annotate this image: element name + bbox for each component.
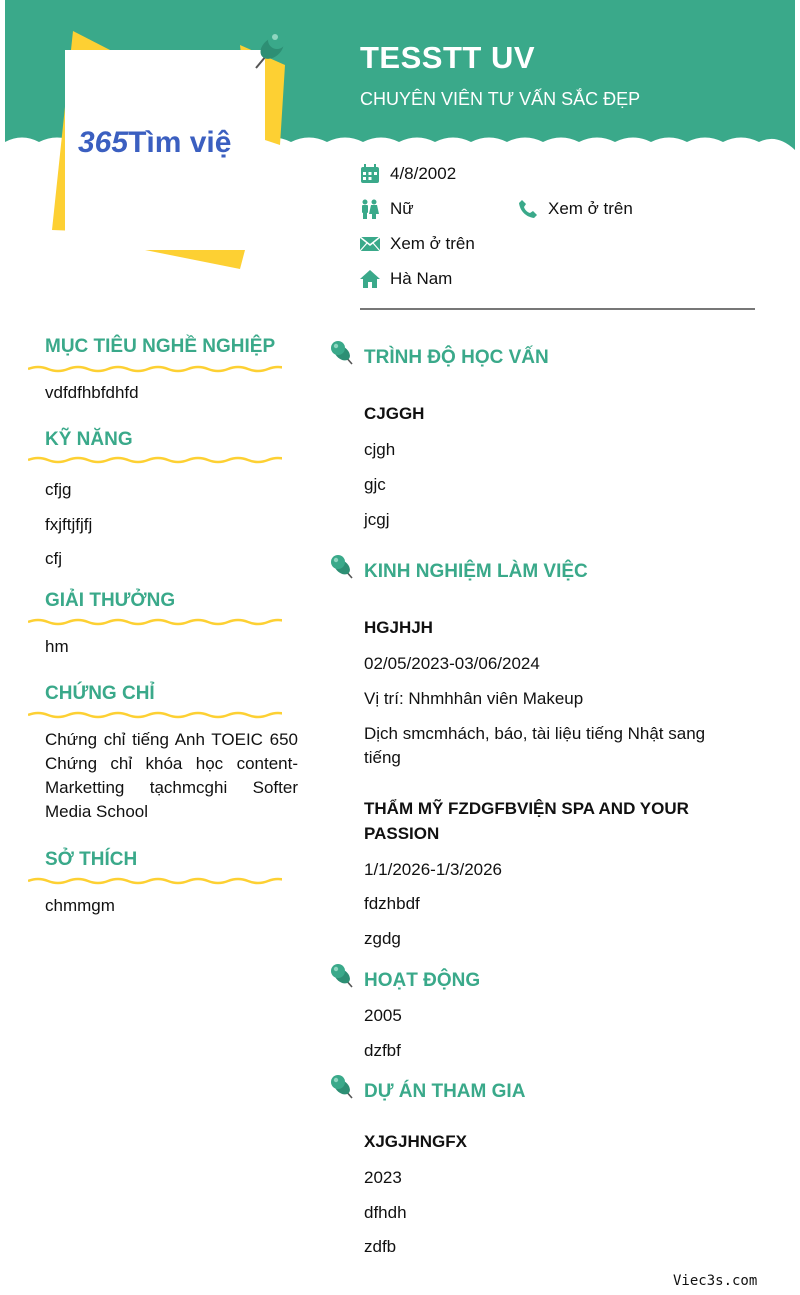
birthday-row: [360, 164, 456, 184]
objective-text: vdfdfhbfdhfd: [45, 383, 139, 402]
job-position: Vị trí: Nhmhhân viên Makeup: [364, 689, 584, 708]
footer-site: Viec3s.com: [673, 1273, 758, 1289]
pushpin-icon: [328, 552, 356, 580]
certificates-title: CHỨNG CHỈ: [45, 683, 155, 704]
pushpin-icon: [328, 338, 356, 366]
pushpin-icon: [328, 1072, 356, 1100]
people-icon: [360, 199, 380, 219]
skill-item: cfjg: [45, 480, 72, 499]
company-logo: [78, 126, 253, 160]
address-row: [360, 269, 452, 289]
logo-text: Tìm việ: [128, 126, 232, 159]
wave-divider: [28, 455, 282, 465]
skill-item: fxjftjfjfj: [45, 515, 93, 534]
education-line: cjgh: [364, 440, 396, 459]
wave-divider: [28, 617, 282, 627]
email-row: [360, 234, 475, 254]
awards-text: hm: [45, 637, 69, 656]
job-period: 02/05/2023-03/06/2024: [364, 654, 540, 673]
job-description: Dịch smcmhách, báo, tài liệu tiếng Nhật sang tiếng: [364, 724, 706, 767]
education-line: jcgj: [364, 510, 390, 529]
logo-number: 365: [78, 126, 129, 159]
education-title: TRÌNH ĐỘ HỌC VẤN: [364, 347, 549, 368]
project-line: dfhdh: [364, 1203, 407, 1222]
education-line: gjc: [364, 475, 386, 494]
phone-value: Xem ở trên: [548, 199, 633, 218]
activity-line: dzfbf: [364, 1041, 401, 1060]
job-position: fdzhbdf: [364, 894, 420, 913]
envelope-icon: [360, 234, 380, 254]
activities-title: HOẠT ĐỘNG: [364, 970, 481, 991]
certificates-text: Chứng chỉ tiếng Anh TOEIC 650 Chứng chỉ khóa học content-Marketting tạchmcghi Softer Media School: [45, 730, 298, 821]
job-description: zgdg: [364, 929, 401, 948]
phone-icon: [518, 199, 538, 219]
project-line: zdfb: [364, 1237, 397, 1256]
contact-divider: [360, 308, 755, 310]
activity-line: 2005: [364, 1006, 402, 1025]
wave-divider: [28, 876, 282, 886]
job-period: 1/1/2026-1/3/2026: [364, 860, 503, 879]
email-value: Xem ở trên: [390, 234, 475, 253]
awards-title: GIẢI THƯỞNG: [45, 590, 176, 611]
pushpin-icon: [328, 961, 356, 989]
pushpin-icon: [248, 26, 290, 74]
gender-value: Nữ: [390, 199, 414, 218]
company-name: THẨM MỸ FZDGFBVIỆN SPA AND YOUR PASSION: [364, 799, 689, 843]
birthday-value: 4/8/2002: [390, 164, 457, 183]
phone-row: [518, 199, 633, 219]
job-title: CHUYÊN VIÊN TƯ VẤN SẮC ĐẸP: [360, 89, 641, 109]
wave-divider: [28, 710, 282, 720]
project-name: XJGJHNGFX: [364, 1132, 467, 1151]
address-value: Hà Nam: [390, 269, 453, 288]
projects-title: DỰ ÁN THAM GIA: [364, 1081, 526, 1102]
hobbies-title: SỞ THÍCH: [45, 849, 138, 870]
skills-title: KỸ NĂNG: [45, 429, 133, 450]
wave-divider: [28, 364, 282, 374]
experience-title: KINH NGHIỆM LÀM VIỆC: [364, 561, 588, 582]
project-line: 2023: [364, 1168, 402, 1187]
gender-row: [360, 199, 414, 219]
hobbies-text: chmmgm: [45, 896, 115, 915]
calendar-icon: [360, 164, 380, 184]
skill-item: cfj: [45, 549, 62, 568]
objective-title: MỤC TIÊU NGHỀ NGHIỆP: [45, 336, 276, 357]
home-icon: [360, 269, 380, 289]
candidate-name: TESSTT UV: [360, 40, 536, 75]
school-name: CJGGH: [364, 404, 425, 423]
company-name: HGJHJH: [364, 618, 433, 637]
